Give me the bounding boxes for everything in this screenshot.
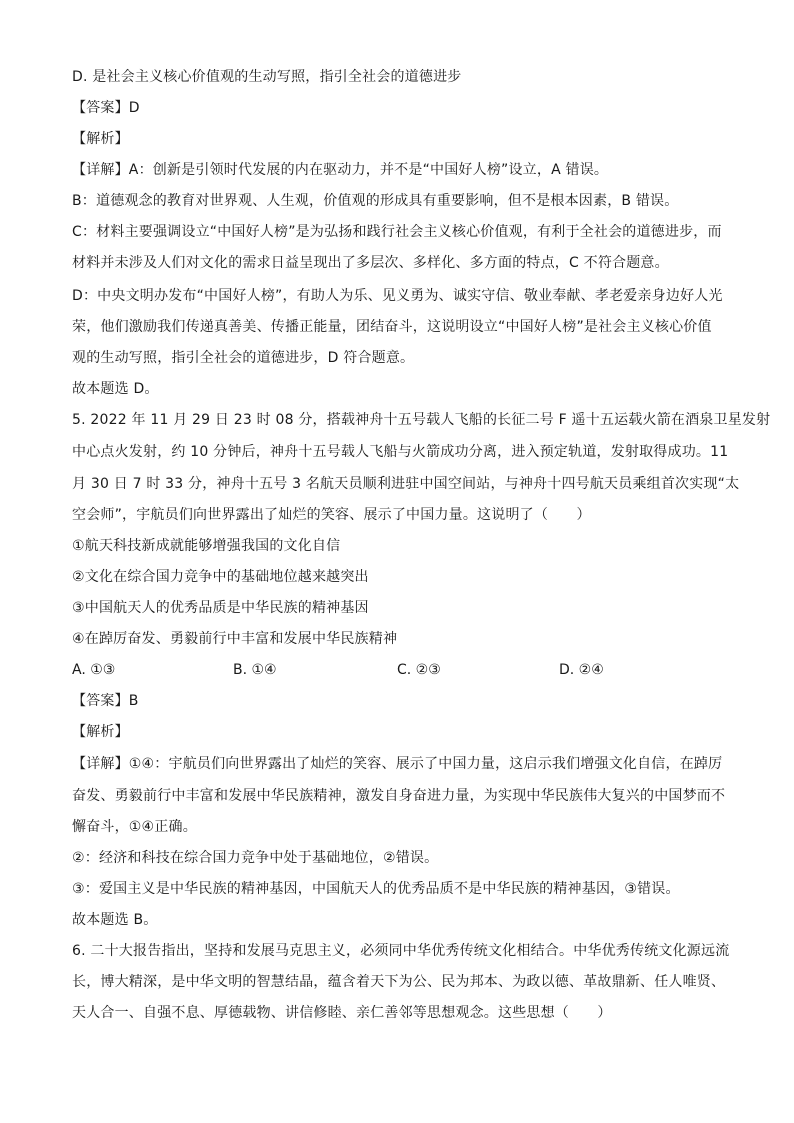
q5-choice-d: D. ②④	[559, 662, 604, 678]
q5-detail-line: 【详解】①④：宇航员们向世界露出了灿烂的笑容、展示了中国力量，这启示我们增强文化自信，在踔厉	[72, 756, 723, 772]
q6-stem-line: 长，博大精深，是中华文明的智慧结晶，蕴含着天下为公、民为邦本、为政以德、革故鼎新、任人唯贤、	[72, 974, 726, 990]
q4-answer: 【答案】D	[72, 100, 140, 116]
q4-detail-line: 材料并未涉及人们对文化的需求日益呈现出了多层次、多样化、多方面的特点，C 不符合题意。	[72, 255, 669, 271]
q5-answer: 【答案】B	[72, 693, 139, 709]
q5-stem-line: 5. 2022 年 11 月 29 日 23 时 08 分，搭载神舟十五号载人飞船的长征二号 F 遥十五运载火箭在酒泉卫星发射	[72, 412, 771, 428]
q6-stem-line: 天人合一、自强不息、厚德载物、讲信修睦、亲仁善邻等思想观念。这些思想（ ）	[72, 1005, 612, 1021]
q5-statement-2: ②文化在综合国力竞争中的基础地位越来越突出	[72, 569, 369, 585]
q5-stem-line: 空会师”，宇航员们向世界露出了灿烂的笑容、展示了中国力量。这说明了（ ）	[72, 507, 591, 523]
q5-stem-line: 中心点火发射，约 10 分钟后，神舟十五号载人飞船与火箭成功分离，进入预定轨道，发射取得成功。11	[72, 444, 729, 460]
q5-analysis-heading: 【解析】	[72, 724, 129, 740]
q4-detail-line: B：道德观念的教育对世界观、人生观，价值观的形成具有重要影响，但不是根本因素，B 错误。	[72, 193, 679, 209]
q5-detail-line: ③：爱国主义是中华民族的精神基因，中国航天人的优秀品质不是中华民族的精神基因，③错误。	[72, 881, 680, 897]
q5-statement-1: ①航天科技新成就能够增强我国的文化自信	[72, 538, 341, 554]
q6-stem-line: 6. 二十大报告指出，坚持和发展马克思主义，必须同中华优秀传统文化相结合。中华优秀传统文化源远流	[72, 943, 730, 959]
q4-detail-line: 【详解】A：创新是引领时代发展的内在驱动力，并不是“中国好人榜”设立，A 错误。	[72, 162, 609, 178]
q4-detail-line: D：中央文明办发布“中国好人榜”，有助人为乐、见义勇为、诚实守信、敬业奉献、孝老爱亲身边好人光	[72, 288, 723, 304]
q5-statement-4: ④在踔厉奋发、勇毅前行中丰富和发展中华民族精神	[72, 631, 398, 647]
q4-detail-line: 观的生动写照，指引全社会的道德进步，D 符合题意。	[72, 350, 415, 366]
q5-choice-c: C. ②③	[397, 662, 441, 678]
q5-choice-a: A. ①③	[72, 662, 116, 678]
q4-conclusion: 故本题选 D。	[72, 381, 159, 397]
q5-statement-3: ③中国航天人的优秀品质是中华民族的精神基因	[72, 600, 369, 616]
q5-stem-line: 月 30 日 7 时 33 分，神舟十五号 3 名航天员顺利进驻中国空间站，与神舟十四号航天员乘组首次实现“太	[72, 476, 740, 492]
q4-analysis-heading: 【解析】	[72, 131, 129, 147]
q5-detail-line: 奋发、勇毅前行中丰富和发展中华民族精神，激发自身奋进力量，为实现中华民族伟大复兴的中国梦而不	[72, 788, 726, 804]
q5-detail-line: ②：经济和科技在综合国力竞争中处于基础地位，②错误。	[72, 850, 439, 866]
q4-option-d: D. 是社会主义核心价值观的生动写照，指引全社会的道德进步	[72, 69, 462, 85]
q5-choice-b: B. ①④	[233, 662, 277, 678]
q4-detail-line: 荣，他们激励我们传递真善美、传播正能量，团结奋斗，这说明设立“中国好人榜”是社会主义核心价值	[72, 319, 712, 335]
q5-detail-line: 懈奋斗，①④正确。	[72, 819, 197, 835]
q5-conclusion: 故本题选 B。	[72, 912, 158, 928]
q4-detail-line: C：材料主要强调设立“中国好人榜”是为弘扬和践行社会主义核心价值观，有利于全社会的道德进步，而	[72, 224, 722, 240]
